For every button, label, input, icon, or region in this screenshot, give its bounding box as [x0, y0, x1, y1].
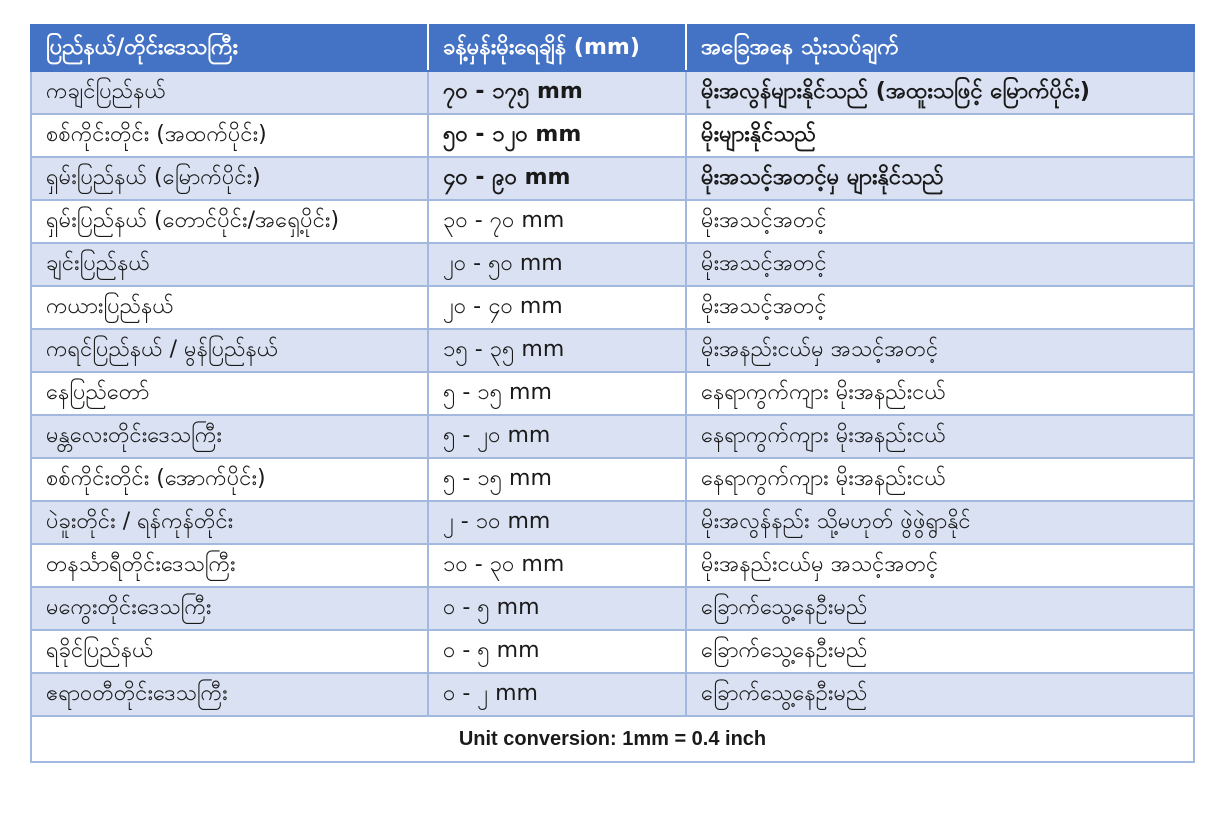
table-row — [31, 501, 1194, 544]
assessment-cell: မိုးအနည်းငယ်မှ အသင့်အတင့် — [686, 329, 1194, 372]
region-cell: ချင်းပြည်နယ် — [31, 243, 428, 286]
assessment-cell: ခြောက်သွေ့နေဦးမည် — [686, 630, 1194, 673]
rainfall-cell: ၅ - ၂၀ mm — [428, 415, 686, 458]
column-header-region: ပြည်နယ်/တိုင်းဒေသကြီး — [31, 25, 428, 71]
rainfall-cell: ၀ - ၂ mm — [428, 673, 686, 716]
rainfall-cell: ၁၅ - ၃၅ mm — [428, 329, 686, 372]
table-row — [31, 587, 1194, 630]
assessment-cell: မိုးအသင့်အတင့်မှ များနိုင်သည် — [686, 157, 1194, 200]
rainfall-cell: ၄၀ - ၉၀ mm — [428, 157, 686, 200]
assessment-cell: နေရာကွက်ကျား မိုးအနည်းငယ် — [686, 458, 1194, 501]
table-row — [31, 329, 1194, 372]
table-row — [31, 544, 1194, 587]
table-header — [31, 25, 1194, 71]
region-cell: ဧရာဝတီတိုင်းဒေသကြီး — [31, 673, 428, 716]
header-row — [31, 25, 1194, 71]
table-footer — [31, 716, 1194, 762]
rainfall-cell: ၅ - ၁၅ mm — [428, 372, 686, 415]
unit-conversion-note: Unit conversion: 1mm = 0.4 inch — [31, 716, 1194, 762]
region-cell: ကယားပြည်နယ် — [31, 286, 428, 329]
table-row — [31, 243, 1194, 286]
rainfall-cell: ၂၀ - ၅၀ mm — [428, 243, 686, 286]
rainfall-cell: ၃၀ - ၇၀ mm — [428, 200, 686, 243]
table-row — [31, 372, 1194, 415]
rainfall-forecast-table — [30, 24, 1195, 763]
region-cell: မန္တလေးတိုင်းဒေသကြီး — [31, 415, 428, 458]
region-cell: နေပြည်တော် — [31, 372, 428, 415]
rainfall-cell: ၀ - ၅ mm — [428, 587, 686, 630]
table-row — [31, 114, 1194, 157]
assessment-cell: နေရာကွက်ကျား မိုးအနည်းငယ် — [686, 372, 1194, 415]
rainfall-table-container — [30, 24, 1193, 763]
region-cell: မကွေးတိုင်းဒေသကြီး — [31, 587, 428, 630]
rainfall-cell: ၀ - ၅ mm — [428, 630, 686, 673]
assessment-cell: ခြောက်သွေ့နေဦးမည် — [686, 673, 1194, 716]
region-cell: ရခိုင်ပြည်နယ် — [31, 630, 428, 673]
rainfall-cell: ၅၀ - ၁၂၀ mm — [428, 114, 686, 157]
region-cell: တနင်္သာရီတိုင်းဒေသကြီး — [31, 544, 428, 587]
table-row — [31, 673, 1194, 716]
assessment-cell: မိုးအလွန်များနိုင်သည် (အထူးသဖြင့် မြောက်ပိုင်း) — [686, 71, 1194, 114]
table-body — [31, 71, 1194, 716]
region-cell: ရှမ်းပြည်နယ် (တောင်ပိုင်း/အရှေ့ပိုင်း) — [31, 200, 428, 243]
assessment-cell: မိုးအသင့်အတင့် — [686, 200, 1194, 243]
assessment-cell: မိုးအသင့်အတင့် — [686, 286, 1194, 329]
region-cell: စစ်ကိုင်းတိုင်း (အောက်ပိုင်း) — [31, 458, 428, 501]
region-cell: စစ်ကိုင်းတိုင်း (အထက်ပိုင်း) — [31, 114, 428, 157]
rainfall-cell: ၁၀ - ၃၀ mm — [428, 544, 686, 587]
column-header-rainfall: ခန့်မှန်းမိုးရေချိန် (mm) — [428, 25, 686, 71]
assessment-cell: ခြောက်သွေ့နေဦးမည် — [686, 587, 1194, 630]
region-cell: ရှမ်းပြည်နယ် (မြောက်ပိုင်း) — [31, 157, 428, 200]
table-row — [31, 415, 1194, 458]
rainfall-cell: ၇၀ - ၁၇၅ mm — [428, 71, 686, 114]
table-row — [31, 157, 1194, 200]
table-row — [31, 458, 1194, 501]
rainfall-cell: ၂ - ၁၀ mm — [428, 501, 686, 544]
assessment-cell: နေရာကွက်ကျား မိုးအနည်းငယ် — [686, 415, 1194, 458]
rainfall-cell: ၅ - ၁၅ mm — [428, 458, 686, 501]
column-header-assessment: အခြေအနေ သုံးသပ်ချက် — [686, 25, 1194, 71]
region-cell: ကချင်ပြည်နယ် — [31, 71, 428, 114]
table-row — [31, 71, 1194, 114]
region-cell: ကရင်ပြည်နယ် / မွန်ပြည်နယ် — [31, 329, 428, 372]
footer-row — [31, 716, 1194, 762]
region-cell: ပဲခူးတိုင်း / ရန်ကုန်တိုင်း — [31, 501, 428, 544]
assessment-cell: မိုးများနိုင်သည် — [686, 114, 1194, 157]
assessment-cell: မိုးအသင့်အတင့် — [686, 243, 1194, 286]
assessment-cell: မိုးအလွန်နည်း သို့မဟုတ် ဖွဲဖွဲရွာနိုင် — [686, 501, 1194, 544]
table-row — [31, 200, 1194, 243]
table-row — [31, 286, 1194, 329]
rainfall-cell: ၂၀ - ၄၀ mm — [428, 286, 686, 329]
table-row — [31, 630, 1194, 673]
assessment-cell: မိုးအနည်းငယ်မှ အသင့်အတင့် — [686, 544, 1194, 587]
